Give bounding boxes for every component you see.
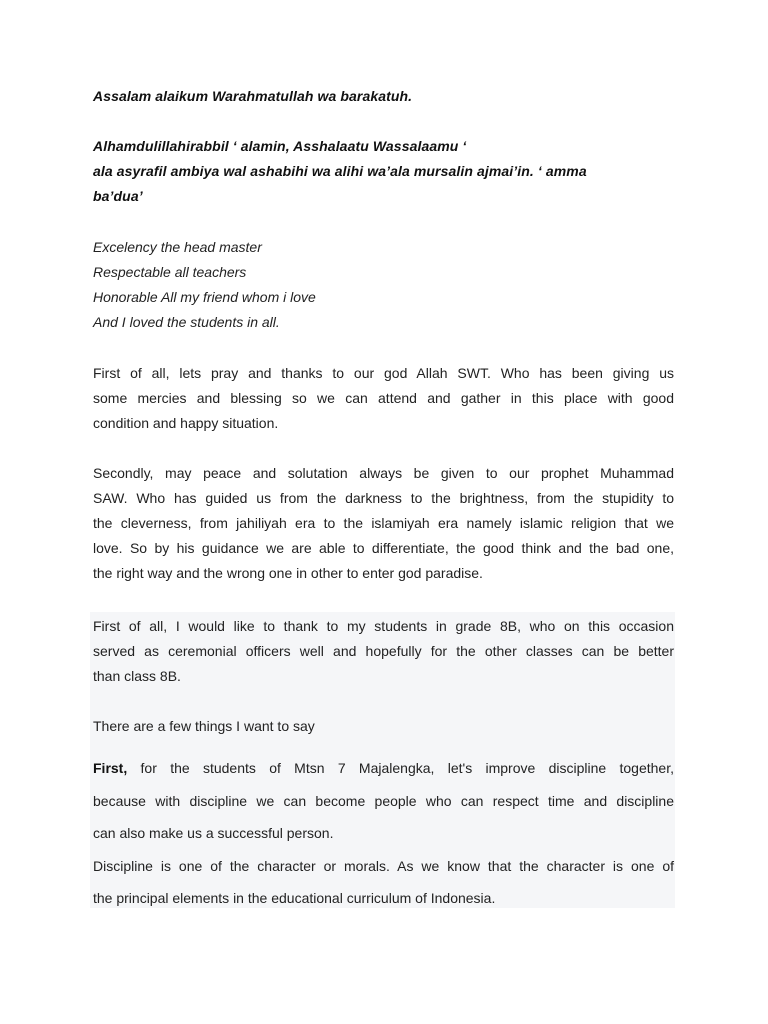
paragraph-1-line-1: First of all, lets pray and thanks to our god Allah SWT. Who has been giving us bbox=[93, 365, 674, 381]
salam-line: Assalam alaikum Warahmatullah wa barakatuh. bbox=[93, 88, 413, 104]
paragraph-5-line-3: can also make us a successful person. bbox=[93, 825, 334, 841]
paragraph-3-line-2: served as ceremonial officers well and hopefully for the other classes can be better bbox=[93, 643, 674, 659]
paragraph-3-line-1: First of all, I would like to thank to my students in grade 8B, who on this occasion bbox=[93, 618, 674, 634]
paragraph-2-line-1: Secondly, may peace and solutation always be given to our prophet Muhammad bbox=[93, 465, 674, 481]
paragraph-2-line-4: love. So by his guidance we are able to differentiate, the good think and the bad one, bbox=[93, 540, 674, 556]
paragraph-5-line-1-text: for the students of Mtsn 7 Majalengka, let's improve discipline together, bbox=[140, 760, 674, 776]
paragraph-2-line-5: the right way and the wrong one in other to enter god paradise. bbox=[93, 565, 483, 581]
address-line-4: And I loved the students in all. bbox=[93, 314, 280, 330]
paragraph-2-line-3: the cleverness, from jahiliyah era to the islamiyah era namely islamic religion that we bbox=[93, 515, 674, 531]
address-line-2: Respectable all teachers bbox=[93, 264, 247, 280]
paragraph-6-line-1: Discipline is one of the character or morals. As we know that the character is one of bbox=[93, 858, 674, 874]
paragraph-1-line-3: condition and happy situation. bbox=[93, 415, 279, 431]
paragraph-5-lead: First, bbox=[93, 760, 128, 776]
paragraph-4: There are a few things I want to say bbox=[93, 718, 315, 734]
paragraph-6-line-2: the principal elements in the educational curriculum of Indonesia. bbox=[93, 890, 496, 906]
hamdalah-line-1: Alhamdulillahirabbil ‘ alamin, Asshalaatu Wassalaamu ‘ bbox=[93, 138, 467, 154]
paragraph-1-line-2: some mercies and blessing so we can attend and gather in this place with good bbox=[93, 390, 674, 406]
hamdalah-line-2: ala asyrafil ambiya wal ashabihi wa alihi wa’ala mursalin ajmai’in. ‘ amma bbox=[93, 163, 587, 179]
hamdalah-line-3: ba’dua’ bbox=[93, 188, 143, 204]
address-line-3: Honorable All my friend whom i love bbox=[93, 289, 316, 305]
paragraph-3-line-3: than class 8B. bbox=[93, 668, 181, 684]
address-line-1: Excelency the head master bbox=[93, 239, 262, 255]
paragraph-5-line-1 bbox=[93, 756, 674, 781]
paragraph-2-line-2: SAW. Who has guided us from the darkness to the brightness, from the stupidity to bbox=[93, 490, 674, 506]
paragraph-5-line-2: because with discipline we can become people who can respect time and discipline bbox=[93, 793, 674, 809]
